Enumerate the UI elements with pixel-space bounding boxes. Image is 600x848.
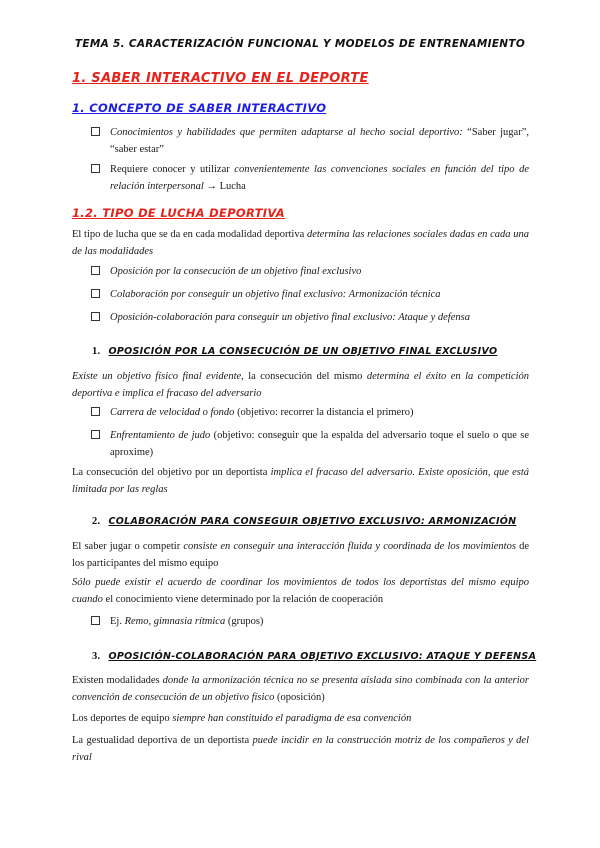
bullet-item: Ej. Remo, gimnasia rítmica (grupos) bbox=[92, 613, 529, 630]
paragraph: Existen modalidades donde la armonización técnica no se presenta aislada sino combinada con la anterior convención de consecución de un objetivo físico (oposición) bbox=[72, 675, 529, 703]
heading-oposicion-colaboracion: 3. OPOSICIÓN-COLABORACIÓN PARA OBJETIVO EXCLUSIVO: ATAQUE Y DEFENSA bbox=[92, 651, 537, 662]
paragraph: Sólo puede existir el acuerdo de coordinar los movimientos de todos los deportistas del mismo equipo cuando el conocimiento viene determinado por la relación de cooperación bbox=[72, 577, 529, 605]
paragraph: Los deportes de equipo siempre han constituido el paradigma de esa convención bbox=[72, 713, 412, 724]
paragraph: El tipo de lucha que se da en cada modalidad deportiva determina las relaciones sociales dadas en cada una de las modalidades bbox=[72, 229, 529, 257]
paragraph: El saber jugar o competir consiste en conseguir una interacción fluida y coordinada de los movimientos de los participantes del mismo equipo bbox=[72, 541, 529, 569]
bullet-item: Colaboración por conseguir un objetivo final exclusivo: Armonización técnica bbox=[92, 286, 529, 303]
checkbox-icon bbox=[91, 616, 100, 625]
paragraph: La gestualidad deportiva de un deportista puede incidir en la construcción motriz de los compañeros y del rival bbox=[72, 735, 529, 763]
checkbox-icon bbox=[91, 407, 100, 416]
subsection-heading-concepto: 1. CONCEPTO DE SABER INTERACTIVO bbox=[72, 101, 327, 115]
bullet-item: Enfrentamiento de judo (objetivo: conseguir que la espalda del adversario toque el suelo o que se aproxime) bbox=[92, 427, 529, 461]
checkbox-icon bbox=[91, 266, 100, 275]
paragraph: Existe un objetivo físico final evidente, la consecución del mismo determina el éxito en la competición deportiva e implica el fracaso del adversario bbox=[72, 371, 529, 399]
checkbox-icon bbox=[91, 430, 100, 439]
bullet-item: Requiere conocer y utilizar convenientemente las convenciones sociales en función del tipo de relación interpersonal → Lucha bbox=[92, 161, 529, 195]
checkbox-icon bbox=[91, 127, 100, 136]
paragraph: La consecución del objetivo por un deportista implica el fracaso del adversario. Existe oposición, que está limitada por las reglas bbox=[72, 467, 529, 495]
document-title: TEMA 5. CARACTERIZACIÓN FUNCIONAL Y MODELOS DE ENTRENAMIENTO bbox=[74, 38, 526, 50]
heading-colaboracion: 2. COLABORACIÓN PARA CONSEGUIR OBJETIVO EXCLUSIVO: ARMONIZACIÓN bbox=[92, 516, 517, 527]
checkbox-icon bbox=[91, 289, 100, 298]
bullet-item: Oposición por la consecución de un objetivo final exclusivo bbox=[92, 263, 529, 280]
bullet-item: Conocimientos y habilidades que permiten adaptarse al hecho social deportivo: “Saber jugar”, “saber estar” bbox=[92, 124, 529, 158]
subsection-heading-tipo-lucha: 1.2. TIPO DE LUCHA DEPORTIVA bbox=[72, 206, 285, 220]
checkbox-icon bbox=[91, 164, 100, 173]
bullet-item: Oposición-colaboración para conseguir un objetivo final exclusivo: Ataque y defensa bbox=[92, 309, 529, 326]
checkbox-icon bbox=[91, 312, 100, 321]
section-heading-1: 1. SABER INTERACTIVO EN EL DEPORTE bbox=[72, 71, 369, 86]
heading-oposicion: 1. OPOSICIÓN POR LA CONSECUCIÓN DE UN OBJETIVO FINAL EXCLUSIVO bbox=[92, 346, 498, 357]
bullet-item: Carrera de velocidad o fondo (objetivo: recorrer la distancia el primero) bbox=[92, 404, 529, 421]
